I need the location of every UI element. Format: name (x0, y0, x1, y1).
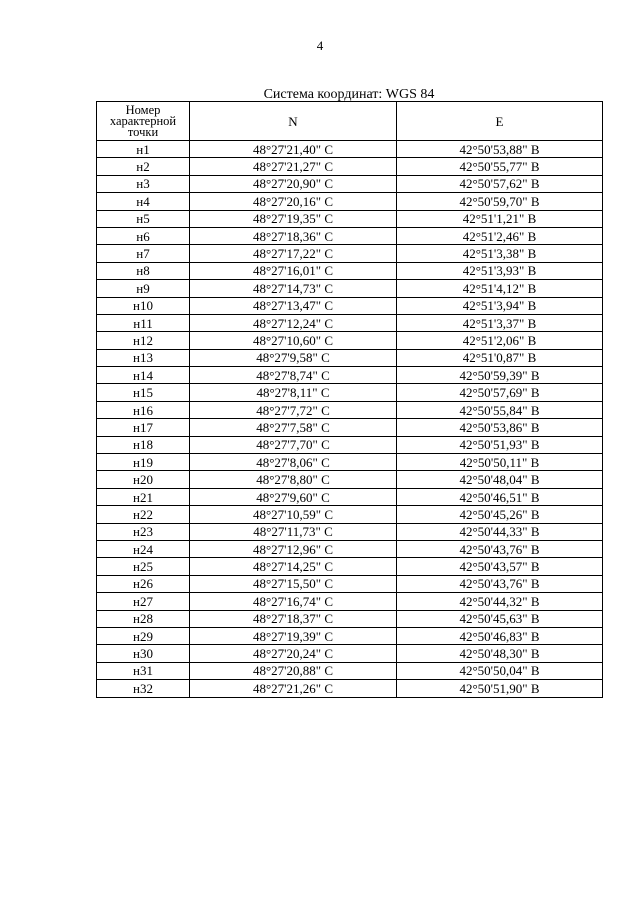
table-row (97, 280, 603, 297)
cell-n-coordinate: 48°27'14,25" С (190, 558, 397, 575)
table-row (97, 593, 603, 610)
table-row (97, 158, 603, 175)
cell-point-number: н24 (97, 540, 190, 557)
cell-n-coordinate: 48°27'18,37" С (190, 610, 397, 627)
cell-point-number: н23 (97, 523, 190, 540)
cell-e-coordinate: 42°51'3,38" В (397, 245, 603, 262)
cell-point-number: н4 (97, 193, 190, 210)
cell-e-coordinate: 42°50'51,93" В (397, 436, 603, 453)
cell-e-coordinate: 42°50'59,39" В (397, 367, 603, 384)
table-row (97, 141, 603, 158)
cell-point-number: н31 (97, 662, 190, 679)
cell-e-coordinate: 42°50'53,86" В (397, 419, 603, 436)
cell-e-coordinate: 42°51'4,12" В (397, 280, 603, 297)
page-number: 4 (316, 38, 324, 53)
cell-e-coordinate: 42°51'3,37" В (397, 314, 603, 331)
cell-point-number: н15 (97, 384, 190, 401)
cell-n-coordinate: 48°27'19,35" С (190, 210, 397, 227)
cell-n-coordinate: 48°27'9,60" С (190, 488, 397, 505)
cell-n-coordinate: 48°27'20,90" С (190, 175, 397, 192)
cell-n-coordinate: 48°27'20,16" С (190, 193, 397, 210)
table-row (97, 297, 603, 314)
cell-e-coordinate: 42°51'0,87" В (397, 349, 603, 366)
cell-e-coordinate: 42°51'3,93" В (397, 262, 603, 279)
cell-n-coordinate: 48°27'12,96" С (190, 540, 397, 557)
cell-n-coordinate: 48°27'20,24" С (190, 645, 397, 662)
cell-point-number: н14 (97, 367, 190, 384)
cell-point-number: н3 (97, 175, 190, 192)
table-row (97, 627, 603, 644)
table-row (97, 332, 603, 349)
table-row (97, 245, 603, 262)
cell-point-number: н32 (97, 680, 190, 697)
cell-n-coordinate: 48°27'11,73" С (190, 523, 397, 540)
cell-point-number: н27 (97, 593, 190, 610)
cell-e-coordinate: 42°50'44,32" В (397, 593, 603, 610)
cell-n-coordinate: 48°27'8,06" С (190, 454, 397, 471)
table-row (97, 227, 603, 244)
cell-n-coordinate: 48°27'8,11" С (190, 384, 397, 401)
table-row (97, 436, 603, 453)
cell-e-coordinate: 42°50'43,76" В (397, 540, 603, 557)
table-row (97, 540, 603, 557)
header-row (97, 102, 603, 141)
cell-n-coordinate: 48°27'16,74" С (190, 593, 397, 610)
cell-point-number: н8 (97, 262, 190, 279)
cell-e-coordinate: 42°50'43,76" В (397, 575, 603, 592)
cell-n-coordinate: 48°27'10,60" С (190, 332, 397, 349)
cell-n-coordinate: 48°27'21,27" С (190, 158, 397, 175)
table-row (97, 210, 603, 227)
cell-e-coordinate: 42°50'55,84" В (397, 401, 603, 418)
cell-n-coordinate: 48°27'21,26" С (190, 680, 397, 697)
cell-e-coordinate: 42°50'51,90" В (397, 680, 603, 697)
cell-e-coordinate: 42°50'50,11" В (397, 454, 603, 471)
cell-point-number: н22 (97, 506, 190, 523)
cell-point-number: н7 (97, 245, 190, 262)
cell-n-coordinate: 48°27'9,58" С (190, 349, 397, 366)
cell-e-coordinate: 42°50'43,57" В (397, 558, 603, 575)
cell-n-coordinate: 48°27'16,01" С (190, 262, 397, 279)
cell-n-coordinate: 48°27'8,74" С (190, 367, 397, 384)
table-row (97, 662, 603, 679)
cell-n-coordinate: 48°27'21,40" С (190, 141, 397, 158)
cell-point-number: н2 (97, 158, 190, 175)
cell-n-coordinate: 48°27'12,24" С (190, 314, 397, 331)
cell-e-coordinate: 42°50'45,63" В (397, 610, 603, 627)
table-row (97, 680, 603, 697)
table-row (97, 558, 603, 575)
cell-point-number: н18 (97, 436, 190, 453)
cell-n-coordinate: 48°27'7,70" С (190, 436, 397, 453)
table-row (97, 401, 603, 418)
cell-point-number: н6 (97, 227, 190, 244)
cell-n-coordinate: 48°27'8,80" С (190, 471, 397, 488)
cell-point-number: н9 (97, 280, 190, 297)
cell-point-number: н29 (97, 627, 190, 644)
cell-n-coordinate: 48°27'15,50" С (190, 575, 397, 592)
cell-point-number: н17 (97, 419, 190, 436)
cell-point-number: н20 (97, 471, 190, 488)
cell-point-number: н12 (97, 332, 190, 349)
cell-e-coordinate: 42°50'55,77" В (397, 158, 603, 175)
cell-point-number: н11 (97, 314, 190, 331)
cell-e-coordinate: 42°50'59,70" В (397, 193, 603, 210)
cell-e-coordinate: 42°51'3,94" В (397, 297, 603, 314)
table-row (97, 262, 603, 279)
cell-n-coordinate: 48°27'18,36" С (190, 227, 397, 244)
cell-point-number: н1 (97, 141, 190, 158)
header-e: E (397, 102, 603, 141)
cell-e-coordinate: 42°50'53,88" В (397, 141, 603, 158)
table-row (97, 610, 603, 627)
cell-e-coordinate: 42°50'48,30" В (397, 645, 603, 662)
cell-point-number: н5 (97, 210, 190, 227)
cell-e-coordinate: 42°50'50,04" В (397, 662, 603, 679)
table-row (97, 575, 603, 592)
cell-n-coordinate: 48°27'7,72" С (190, 401, 397, 418)
cell-e-coordinate: 42°51'1,21" В (397, 210, 603, 227)
table-row (97, 367, 603, 384)
table-row (97, 175, 603, 192)
cell-point-number: н19 (97, 454, 190, 471)
cell-n-coordinate: 48°27'20,88" С (190, 662, 397, 679)
cell-n-coordinate: 48°27'19,39" С (190, 627, 397, 644)
cell-e-coordinate: 42°50'57,69" В (397, 384, 603, 401)
cell-e-coordinate: 42°50'45,26" В (397, 506, 603, 523)
cell-n-coordinate: 48°27'10,59" С (190, 506, 397, 523)
cell-e-coordinate: 42°50'48,04" В (397, 471, 603, 488)
table-row (97, 471, 603, 488)
cell-point-number: н25 (97, 558, 190, 575)
cell-point-number: н30 (97, 645, 190, 662)
cell-point-number: н28 (97, 610, 190, 627)
table-row (97, 645, 603, 662)
cell-e-coordinate: 42°50'46,83" В (397, 627, 603, 644)
table-row (97, 384, 603, 401)
coordinate-system-caption: Система координат: WGS 84 (263, 87, 435, 102)
table-row (97, 349, 603, 366)
cell-e-coordinate: 42°50'44,33" В (397, 523, 603, 540)
cell-point-number: н13 (97, 349, 190, 366)
cell-n-coordinate: 48°27'7,58" С (190, 419, 397, 436)
cell-point-number: н16 (97, 401, 190, 418)
cell-e-coordinate: 42°51'2,06" В (397, 332, 603, 349)
header-point-number: Номер характерной точки (97, 102, 190, 141)
cell-point-number: н26 (97, 575, 190, 592)
table-row (97, 454, 603, 471)
cell-n-coordinate: 48°27'13,47" С (190, 297, 397, 314)
table-header (97, 102, 603, 141)
cell-n-coordinate: 48°27'17,22" С (190, 245, 397, 262)
table-row (97, 506, 603, 523)
table-row (97, 419, 603, 436)
cell-e-coordinate: 42°50'46,51" В (397, 488, 603, 505)
table-row (97, 523, 603, 540)
cell-n-coordinate: 48°27'14,73" С (190, 280, 397, 297)
table-row (97, 193, 603, 210)
table-row (97, 488, 603, 505)
table-row (97, 314, 603, 331)
cell-e-coordinate: 42°50'57,62" В (397, 175, 603, 192)
table-body (97, 141, 603, 698)
coordinates-table (96, 101, 603, 698)
cell-e-coordinate: 42°51'2,46" В (397, 227, 603, 244)
cell-point-number: н10 (97, 297, 190, 314)
cell-point-number: н21 (97, 488, 190, 505)
header-n: N (190, 102, 397, 141)
